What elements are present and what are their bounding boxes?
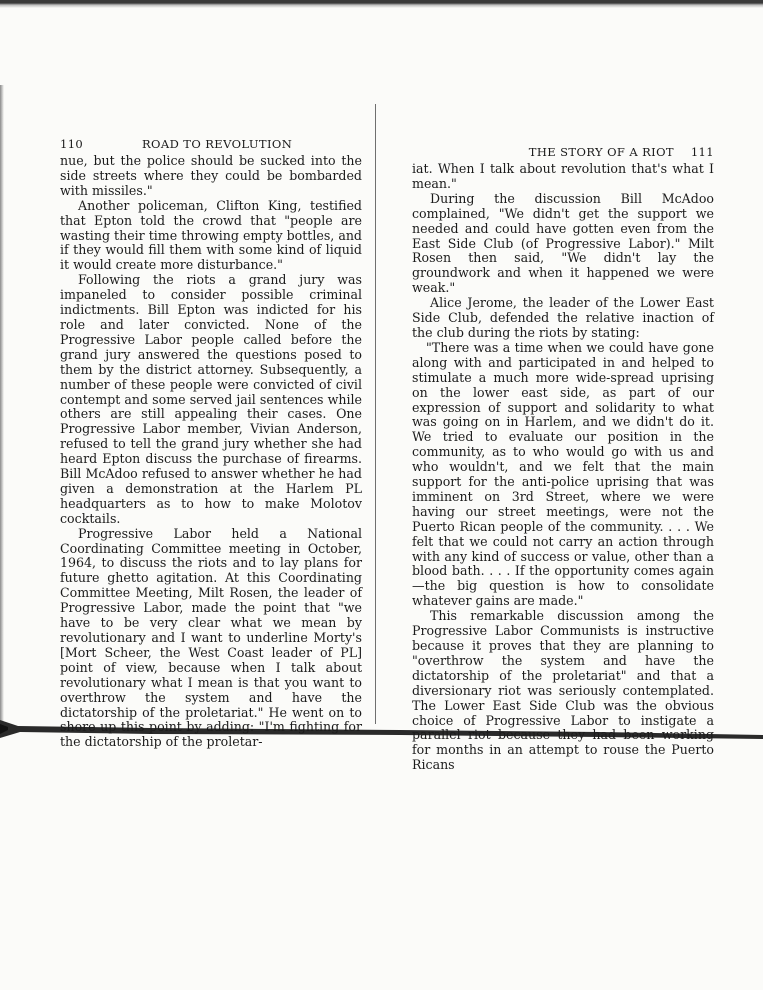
right-page xyxy=(412,145,714,773)
paragraph: nue, but the police should be sucked into the side streets where they could be bombarded with missiles." xyxy=(60,153,362,198)
left-page xyxy=(60,137,362,750)
book-spine-gutter xyxy=(375,104,376,724)
paragraph: Following the riots a grand jury was impaneled to consider possible criminal indictments. Bill Epton was indicted for his role and later convicted. None of the Progressive Labor people called before the grand jury answered the questions posed to them by the district attorney. Subsequently, a number of these people were convicted of civil contempt and some served jail sentences while others are still appealing their cases. One Progressive Labor member, Vivian Anderson, refused to tell the grand jury whether she had heard Epton discuss the purchase of firearms. Bill McAdoo refused to answer whether he had given a demonstration at the Harlem PL headquarters as to how to make Molotov cocktails. xyxy=(60,272,362,526)
page-number: 110 xyxy=(60,137,84,151)
left-page-header xyxy=(60,137,362,154)
paragraph: iat. When I talk about revolution that's what I mean." xyxy=(412,161,714,191)
page-number: 111 xyxy=(690,145,714,159)
right-page-header xyxy=(412,145,714,162)
paragraph: Another policeman, Clifton King, testified that Epton told the crowd that "people are wasting their time throwing empty bottles, and if they would fill them with some kind of liquid it would create more disturbance." xyxy=(60,197,362,273)
running-head: ROAD TO REVOLUTION xyxy=(142,137,293,151)
running-head: THE STORY OF A RIOT xyxy=(528,145,674,159)
paragraph: During the discussion Bill McAdoo complained, "We didn't get the support we needed and could have gotten even from the East Side Club (of Progressive Labor)." Milt Rosen then said, "We didn't lay the groundwork and when it happened we were weak." xyxy=(412,190,714,296)
paragraph: Progressive Labor held a National Coordinating Committee meeting in October, 1964, to discuss the riots and to lay plans for future ghetto agitation. At this Coordinating Committee Meeting, Milt Rosen, the leader of Progressive Labor, made the point that "we have to be very clear what we mean by revolutionary and I want to underline Morty's [Mort Scheer, the West Coast leader of PL] point of view, because when I talk about revolutionary what I mean is that you want to overthrow the system and have the dictatorship of the proletariat." He went on to shore up this point by adding: "I'm fighting for the dictatorship of the proletar- xyxy=(60,525,362,750)
scan-top-edge xyxy=(0,0,763,8)
block-quote: "There was a time when we could have gone along with and participated in and helped to stimulate a much more wide-spread uprising on the lower east side, as part of our expression of support and solidarity to what was going on in Harlem, and we didn't do it. We tried to evaluate our position in the community, as to who would go with us and who wouldn't, and we felt that the main support for the anti-police uprising that was imminent on 3rd Street, where we were having our street meetings, were not the Puerto Rican people of the community. . . . We felt that we could not carry an action through with any kind of success or value, other than a blood bath. . . . If the opportunity comes again—the big question is how to consolidate whatever gains are made." xyxy=(412,339,714,609)
paragraph: This remarkable discussion among the Progressive Labor Communists is instructive because it proves that they are planning to "overthrow the system and have the dictatorship of the proletariat" and that a diversionary riot was seriously contemplated. The Lower East Side Club was the obvious choice of Progressive Labor to instigate a parallel riot because they had been working for months in an attempt to rouse the Puerto Ricans xyxy=(412,608,714,773)
paragraph: Alice Jerome, the leader of the Lower East Side Club, defended the relative inaction of the club during the riots by stating: xyxy=(412,295,714,340)
scan-left-shadow xyxy=(0,85,4,725)
